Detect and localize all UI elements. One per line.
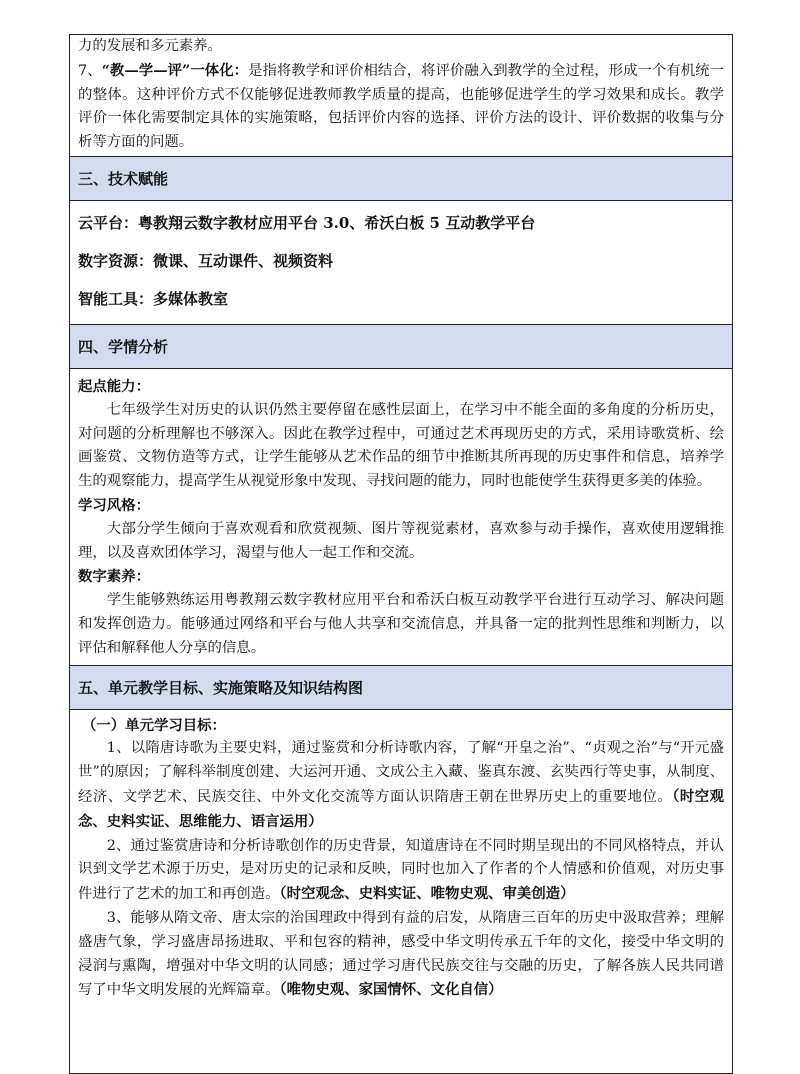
lesson-plan-table (69, 34, 733, 1074)
concepts-cell (70, 35, 733, 157)
unit-goals-subheading: （一）单元学习目标： (82, 716, 226, 734)
learner-content-cell (70, 368, 733, 665)
goals-content-cell (70, 709, 733, 1074)
learner-content-row (70, 368, 733, 665)
learning-style-text: 大部分学生倾向于喜欢观看和欣赏视频、图片等视觉素材，喜欢参与动手操作，喜欢使用逻辑推理，以及喜欢团体学习，渴望与他人一起工作和交流。 (78, 520, 724, 561)
smart-tools-line: 智能工具：多媒体教室 (78, 289, 229, 308)
learning-style-label: 学习风格： (78, 496, 150, 514)
goals-heading: 五、单元教学目标、实施策略及知识结构图 (70, 665, 733, 709)
goal-2-competencies: （时空观念、史料实证、唯物史观、审美创造） (279, 885, 575, 903)
learner-heading-row (70, 324, 733, 368)
goal-3-text: 3、能够从隋文帝、唐太宗的治国理政中得到有益的启发，从隋唐三百年的历史中汲取营养；理解盛唐气象，学习盛唐昂扬进取、平和包容的精神，感受中华文明传承五千年的文化，接受中华文明的浸润与熏陶，增强对中华文明的认同感；通过学习唐代民族交往与交融的历史，了解各族人民共同谱写了中华文明发展的光辉篇章。 (78, 909, 724, 999)
tech-heading-row (70, 156, 733, 200)
goal-2-text: 2、通过鉴赏唐诗和分析诗歌创作的历史背景，知道唐诗在不同时期呈现出的不同风格特点，并认识到文学艺术源于历史，是对历史的记录和反映，同时也加入了作者的个人情感和价值观，对历史事件进行了艺术的加工和再创造。 (78, 837, 724, 903)
cloud-platform-line: 云平台：粤教翔云数字教材应用平台 3.0、希沃白板 5 互动教学平台 (78, 213, 536, 232)
digital-literacy-text: 学生能够熟练运用粤教翔云数字教材应用平台和希沃白板互动教学平台进行互动学习、解决问题和发挥创造力。能够通过网络和平台与他人共享和交流信息，并具备一定的批判性思维和判断力，以评估和解释他人分享的信息。 (78, 592, 724, 656)
cell-blank-space (78, 1003, 724, 1073)
goal-3-competencies: （唯物史观、家国情怀、文化自信） (279, 981, 503, 999)
goal-2-paragraph (78, 835, 724, 907)
tech-content-cell (70, 200, 733, 324)
goals-content-row (70, 709, 733, 1074)
continued-text: 力的发展和多元素养。 (78, 38, 222, 54)
digital-resources-line: 数字资源：微课、互动课件、视频资料 (78, 251, 334, 270)
digital-literacy-label: 数字素养： (78, 568, 150, 586)
start-ability-label: 起点能力： (78, 377, 150, 395)
goal-1-paragraph (78, 737, 724, 834)
item-7-paragraph (78, 59, 724, 155)
tech-heading: 三、技术赋能 (70, 156, 733, 200)
start-ability-text: 七年级学生对历史的认识仍然主要停留在感性层面上，在学习中不能全面的多角度的分析历史，对问题的分析理解也不够深入。因此在教学过程中，可通过艺术再现历史的方式，采用诗歌赏析、绘画鉴赏、文物仿造等方式，让学生能够从艺术作品的细节中推断其所再现的历史事件和信息，培养学生的观察能力，提高学生从视觉形象中发现、寻找问题的能力，同时也能使学生获得更多美的体验。 (78, 401, 724, 490)
learner-heading: 四、学情分析 (70, 324, 733, 368)
concepts-row (70, 35, 733, 157)
tech-content-row (70, 200, 733, 324)
goal-1-text: 1、以隋唐诗歌为主要史料，通过鉴赏和分析诗歌内容，了解“开皇之治”、“贞观之治”与“开元盛世”的原因；了解科举制度创建、大运河开通、文成公主入藏、鉴真东渡、玄奘西行等史事，从制度、经济、文学艺术、民族交往、中外文化交流等方面认识隋唐王朝在世界历史上的重要地位。 (78, 740, 724, 805)
item-7-body: 是指将教学和评价相结合，将评价融入到教学的全过程，形成一个有机统一的整体。这种评价方式不仅能够促进教师教学质量的提高，也能够促进学生的学习效果和成长。教学评价一体化需要制定具体的实施策略，包括评价内容的选择、评价方法的设计、评价数据的收集与分析等方面的问题。 (78, 62, 725, 151)
goal-3-paragraph (78, 907, 724, 1003)
item-7-number: 7、 (78, 62, 102, 79)
goals-heading-row (70, 665, 733, 709)
item-7-title: “教—学—评”一体化： (101, 61, 249, 79)
document-page (69, 34, 733, 1074)
goal-1-competencies: （时空观念、史料实证、思维能力、语言运用） (78, 787, 724, 830)
